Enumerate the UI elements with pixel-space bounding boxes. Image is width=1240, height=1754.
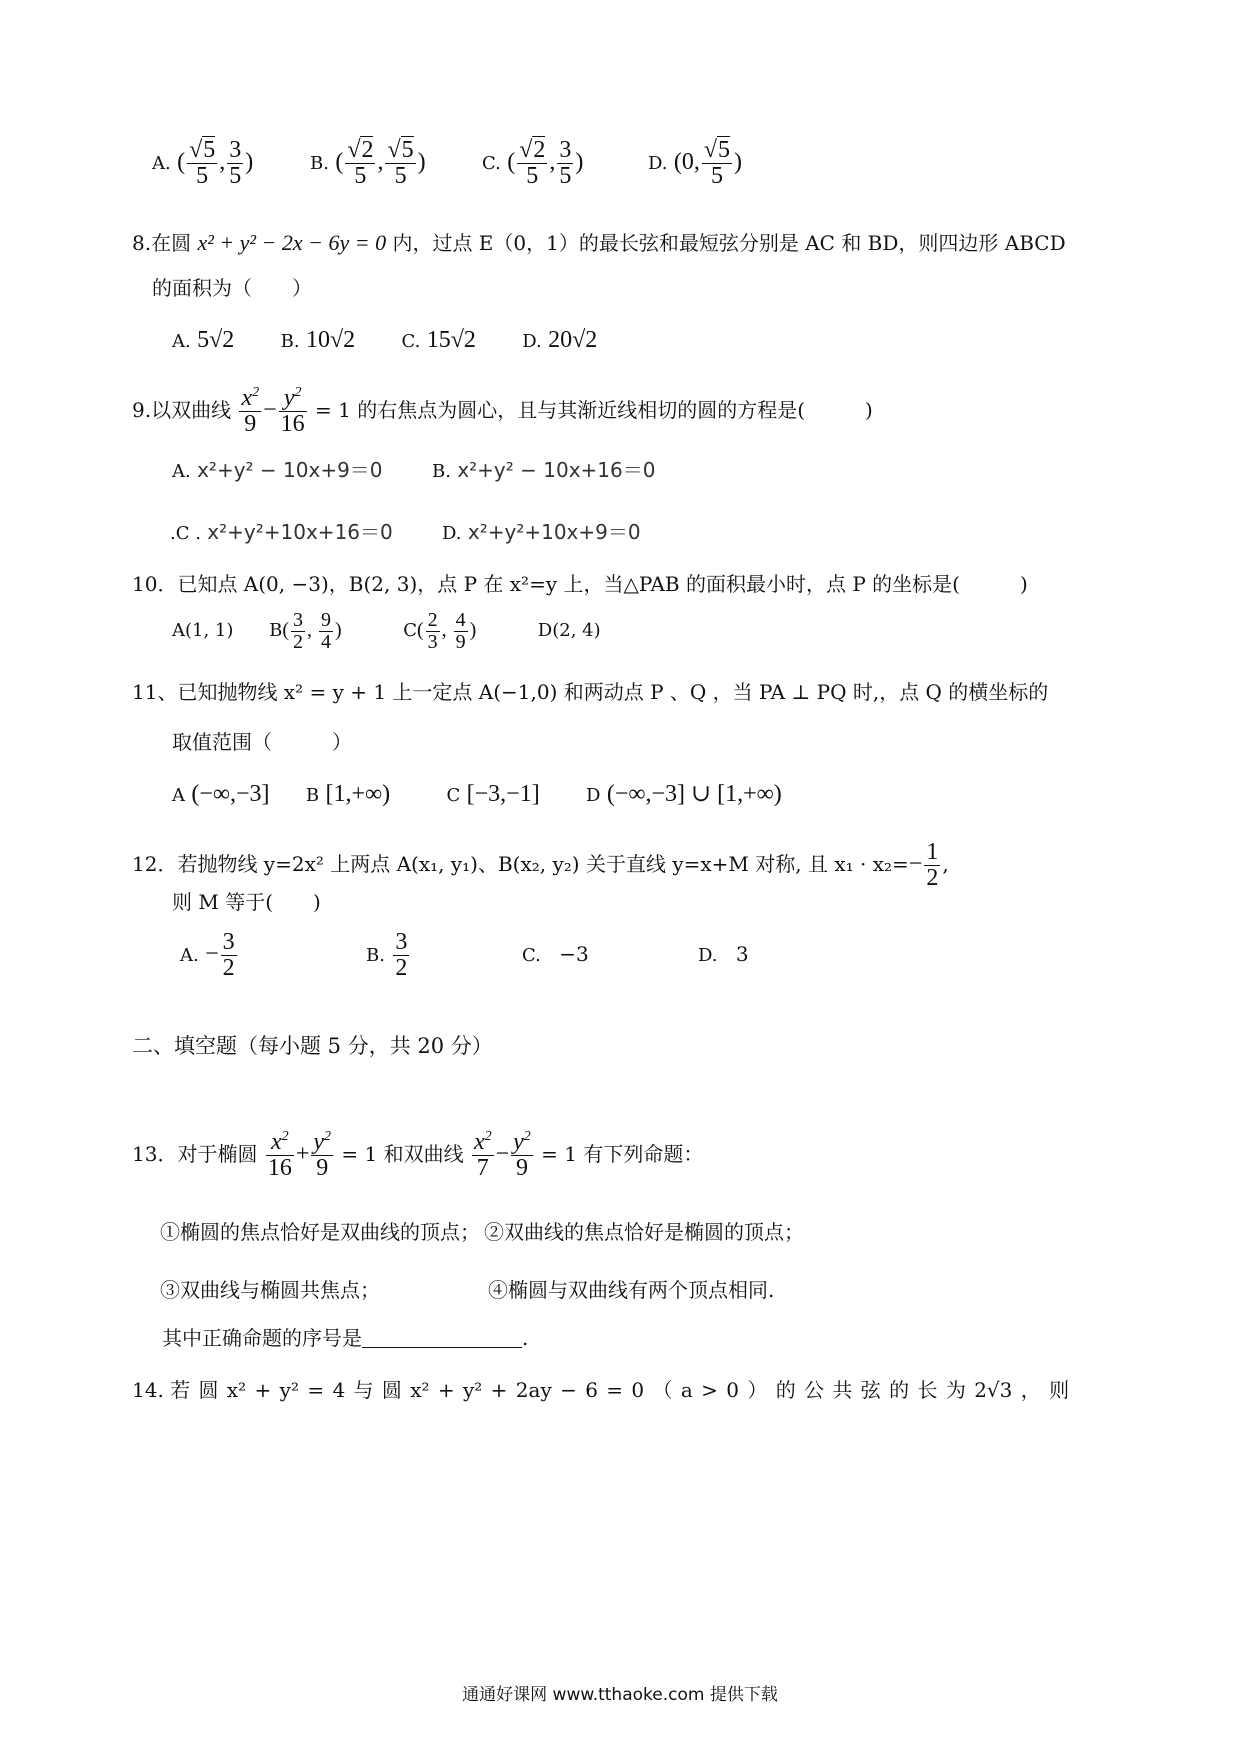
question-number: 12． xyxy=(132,852,178,877)
q7-option-a: A. ( $\frac{√5}{5}$ , $\frac{3}{5}$ ) xyxy=(152,137,254,190)
question-10: 10．已知点 A(0, −3)，B(2, 3)，点 P 在 x²=y 上，当△PAB 的面积最小时，点 P 的坐标是( ) xyxy=(132,572,1028,596)
question-13: 13．对于椭圆 $\frac{x^2}{16}$ + $\frac{y^2}{9}$ = 1 和双曲线 $\frac{x^2}{7}$ − $\frac{y^2}{9}$ = 1 有下列命题： xyxy=(132,1129,704,1182)
question-8-line2: 的面积为（ ） xyxy=(152,276,312,300)
q13-statement-3: ③双曲线与椭圆共焦点； xyxy=(160,1278,380,1302)
q12-option-b: B. $\frac{3}{2}$ xyxy=(366,929,408,982)
q9-option-c: .C . x²+y²+10x+16＝0 xyxy=(170,520,393,544)
question-number: 9. xyxy=(132,398,152,423)
question-11-line2: 取值范围（ ） xyxy=(172,730,352,754)
question-number: 13． xyxy=(132,1142,178,1167)
q13-statement-2: ②双曲线的焦点恰好是椭圆的顶点； xyxy=(484,1220,804,1244)
q7-option-b: B. ( $\frac{√2}{5}$ , $\frac{√5}{5}$ ) xyxy=(310,137,426,190)
q8-options: A. 5√2 B. 10√2 C. 15√2 D. 20√2 xyxy=(172,327,598,353)
q13-answer-line: 其中正确命题的序号是 . xyxy=(162,1326,529,1350)
q9-option-b: B. x²+y² − 10x+16＝0 xyxy=(432,458,656,482)
question-number: 8. xyxy=(132,231,152,255)
q12-option-d: D. 3 xyxy=(698,942,749,966)
section-title: 二、填空题（每小题 5 分，共 20 分） xyxy=(132,1034,493,1058)
page-footer: 通通好课网 www.tthaoke.com 提供下载 xyxy=(462,1685,778,1705)
q12-option-a: A. − $\frac{3}{2}$ xyxy=(180,929,235,982)
question-number: 10． xyxy=(132,572,178,596)
q13-statement-4: ④椭圆与双曲线有两个顶点相同. xyxy=(488,1278,775,1302)
circle-equation: x² + y² − 2x − 6y = 0 xyxy=(197,230,387,255)
answer-blank[interactable] xyxy=(362,1329,522,1348)
question-9: 9.以双曲线 $\frac{x^2}{9}$ − $\frac{y^2}{16}$ = 1 的右焦点为圆心，且与其渐近线相切的圆的方程是( ) xyxy=(132,385,873,438)
question-number: 14. xyxy=(132,1378,164,1402)
question-8: 8.在圆 x² + y² − 2x − 6y = 0 内，过点 E（0，1）的最长弦和最短弦分别是 AC 和 BD，则四边形 ABCD xyxy=(132,230,1066,255)
q7-option-c: C. ( $\frac{√2}{5}$ , $\frac{3}{5}$ ) xyxy=(482,137,584,190)
q12-option-c: C. −3 xyxy=(522,942,589,966)
q11-options: A (−∞,−3] B [1,+∞) C [−3,−1] D (−∞,−3] ∪ [1,+∞) xyxy=(172,781,782,807)
question-11: 11、已知抛物线 x² = y + 1 上一定点 A(−1,0) 和两动点 P 、Q ，当 PA ⊥ PQ 时,，点 Q 的横坐标的 xyxy=(132,680,1049,704)
question-12-line2: 则 M 等于( ) xyxy=(172,890,321,914)
question-number: 11、 xyxy=(132,680,178,704)
q13-statement-1: ①椭圆的焦点恰好是双曲线的顶点； xyxy=(160,1220,480,1244)
q9-option-a: A. x²+y² − 10x+9＝0 xyxy=(172,458,383,482)
q9-option-d: D. x²+y²+10x+9＝0 xyxy=(442,520,641,544)
q7-options xyxy=(152,138,253,189)
question-14: 14. 若 圆 x² + y² = 4 与 圆 x² + y² + 2ay − 6 = 0 （ a > 0 ） 的 公 共 弦 的 长 为 2√3 ， 则 xyxy=(132,1378,1070,1402)
q10-options: A(1, 1) B( $\frac{3}{2}$ , $\frac{9}{4}$ ) C( $\frac{2}{3}$ , $\frac{4}{9}$ ) D(2, 4) xyxy=(172,609,601,653)
question-12: 12．若抛物线 y=2x² 上两点 A(x₁, y₁)、B(x₂, y₂) 关于直线 y=x+M 对称, 且 x₁ · x₂=− $\frac{1}{2}$ , xyxy=(132,839,949,892)
q7-option-d: D. (0, $\frac{√5}{5}$ ) xyxy=(648,137,743,190)
